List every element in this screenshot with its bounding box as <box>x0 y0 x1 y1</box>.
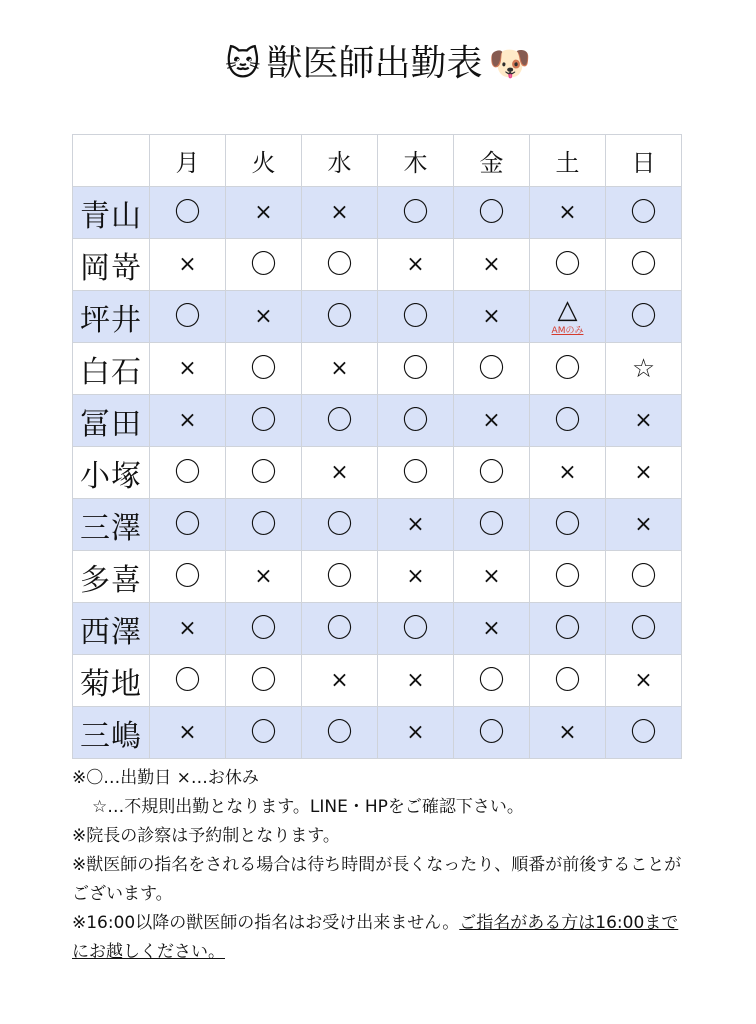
schedule-cell <box>150 447 226 499</box>
vet-name: 三嶋 <box>73 707 150 759</box>
table-row <box>73 239 682 291</box>
schedule-cell <box>302 291 378 343</box>
schedule-cell <box>226 499 302 551</box>
schedule-cell <box>606 499 682 551</box>
attendance-mark: × <box>406 563 425 589</box>
schedule-cell <box>302 603 378 655</box>
schedule-cell <box>226 239 302 291</box>
attendance-mark: × <box>178 615 197 641</box>
day-header: 土 <box>530 135 606 187</box>
attendance-mark: 〇 <box>554 509 581 540</box>
attendance-mark: 〇 <box>402 301 429 332</box>
schedule-cell <box>530 395 606 447</box>
schedule-cell <box>302 187 378 239</box>
day-header: 火 <box>226 135 302 187</box>
attendance-mark: × <box>558 719 577 745</box>
attendance-mark: × <box>254 199 273 225</box>
schedule-cell <box>226 291 302 343</box>
schedule-cell <box>454 499 530 551</box>
schedule-cell <box>378 499 454 551</box>
schedule-cell <box>378 603 454 655</box>
schedule-cell <box>454 707 530 759</box>
attendance-mark: × <box>330 199 349 225</box>
attendance-mark: 〇 <box>174 301 201 332</box>
attendance-mark: 〇 <box>478 353 505 384</box>
note-director: ※院長の診察は予約制となります。 <box>72 826 340 846</box>
day-header: 金 <box>454 135 530 187</box>
schedule-cell <box>150 707 226 759</box>
schedule-cell <box>606 395 682 447</box>
table-row <box>73 551 682 603</box>
page-title <box>0 36 756 92</box>
table-row <box>73 655 682 707</box>
vet-name: 白石 <box>73 343 150 395</box>
attendance-mark: 〇 <box>554 613 581 644</box>
schedule-cell <box>150 187 226 239</box>
schedule-cell <box>226 187 302 239</box>
note-irregular: ☆…不規則出勤となります。LINE・HPをご確認下さい。 <box>92 797 524 817</box>
attendance-mark: × <box>634 511 653 537</box>
table-row <box>73 499 682 551</box>
attendance-mark: 〇 <box>326 717 353 748</box>
day-header: 日 <box>606 135 682 187</box>
note-deadline <box>72 909 692 967</box>
day-header: 月 <box>150 135 226 187</box>
table-row <box>73 707 682 759</box>
schedule-cell <box>530 603 606 655</box>
attendance-mark: 〇 <box>402 457 429 488</box>
schedule-cell <box>530 343 606 395</box>
schedule-cell <box>302 655 378 707</box>
schedule-cell <box>606 447 682 499</box>
attendance-mark: × <box>330 667 349 693</box>
day-header: 木 <box>378 135 454 187</box>
attendance-mark: 〇 <box>174 561 201 592</box>
schedule-cell <box>606 291 682 343</box>
attendance-mark: 〇 <box>554 561 581 592</box>
attendance-mark: 〇 <box>250 665 277 696</box>
attendance-mark: ☆ <box>631 353 656 384</box>
schedule-cell <box>150 603 226 655</box>
schedule-cell <box>378 187 454 239</box>
table-row <box>73 447 682 499</box>
schedule-cell <box>150 551 226 603</box>
attendance-mark: × <box>330 355 349 381</box>
schedule-cell <box>454 447 530 499</box>
schedule-cell <box>150 343 226 395</box>
schedule-cell <box>454 551 530 603</box>
schedule-cell <box>226 707 302 759</box>
schedule-cell <box>454 343 530 395</box>
schedule-cell <box>378 551 454 603</box>
schedule-cell <box>454 603 530 655</box>
attendance-mark: 〇 <box>326 405 353 436</box>
schedule-cell <box>606 655 682 707</box>
schedule-cell <box>302 551 378 603</box>
vet-name: 青山 <box>73 187 150 239</box>
attendance-mark: 〇 <box>326 249 353 280</box>
attendance-mark: × <box>482 303 501 329</box>
attendance-mark: 〇 <box>554 405 581 436</box>
vet-name: 冨田 <box>73 395 150 447</box>
attendance-mark: 〇 <box>326 509 353 540</box>
attendance-mark: 〇 <box>250 353 277 384</box>
schedule-cell <box>150 395 226 447</box>
attendance-mark: 〇 <box>554 249 581 280</box>
attendance-mark: 〇 <box>630 249 657 280</box>
attendance-mark: × <box>406 719 425 745</box>
attendance-mark: 〇 <box>402 197 429 228</box>
title-text: 獣医師出勤表 <box>266 43 483 84</box>
schedule-cell <box>530 707 606 759</box>
day-header-row <box>73 135 682 187</box>
schedule-cell <box>226 655 302 707</box>
attendance-mark: 〇 <box>174 509 201 540</box>
attendance-mark: 〇 <box>554 353 581 384</box>
vet-name: 三澤 <box>73 499 150 551</box>
schedule-cell <box>454 187 530 239</box>
attendance-mark: 〇 <box>250 613 277 644</box>
note-legend: ※〇…出勤日 ×…お休み <box>72 768 259 788</box>
schedule-cell <box>302 707 378 759</box>
schedule-cell <box>226 551 302 603</box>
attendance-mark: 〇 <box>250 405 277 436</box>
schedule-cell <box>530 187 606 239</box>
vet-name: 西澤 <box>73 603 150 655</box>
schedule-cell <box>530 447 606 499</box>
attendance-mark: × <box>634 407 653 433</box>
schedule-cell <box>606 239 682 291</box>
schedule-cell <box>150 239 226 291</box>
attendance-mark: × <box>482 615 501 641</box>
attendance-mark: 〇 <box>326 613 353 644</box>
vet-name: 小塚 <box>73 447 150 499</box>
attendance-mark: 〇 <box>630 717 657 748</box>
schedule-cell <box>226 395 302 447</box>
schedule-cell <box>454 655 530 707</box>
attendance-mark: 〇 <box>478 197 505 228</box>
schedule-cell <box>606 603 682 655</box>
attendance-mark: × <box>406 667 425 693</box>
schedule-cell <box>302 239 378 291</box>
attendance-mark: 〇 <box>478 509 505 540</box>
attendance-mark: 〇 <box>402 405 429 436</box>
schedule-cell <box>226 447 302 499</box>
vet-name: 岡嵜 <box>73 239 150 291</box>
attendance-mark: 〇 <box>630 301 657 332</box>
attendance-mark: × <box>178 251 197 277</box>
attendance-mark: 〇 <box>478 717 505 748</box>
table-row <box>73 187 682 239</box>
note-nomination: ※獣医師の指名をされる場合は待ち時間が長くなったり、順番が前後することがございます。 <box>72 855 682 904</box>
attendance-mark: 〇 <box>174 457 201 488</box>
cat-face-icon: 🐱 <box>225 44 261 84</box>
schedule-cell <box>606 343 682 395</box>
attendance-mark: 〇 <box>174 197 201 228</box>
attendance-mark: 〇 <box>630 613 657 644</box>
attendance-mark: 〇 <box>326 301 353 332</box>
table-row <box>73 603 682 655</box>
attendance-mark: 〇 <box>250 249 277 280</box>
note-deadline-underlined: ご指名がある方は16:00までにお越しください。 <box>72 913 679 962</box>
vet-name: 多喜 <box>73 551 150 603</box>
note-deadline-text: ※16:00以降の獣医師の指名はお受け出来ません。 <box>72 913 460 933</box>
attendance-mark: × <box>178 355 197 381</box>
attendance-mark: 〇 <box>478 665 505 696</box>
schedule-cell <box>378 239 454 291</box>
schedule-cell <box>226 343 302 395</box>
schedule-cell <box>302 499 378 551</box>
attendance-mark: × <box>406 511 425 537</box>
vet-name: 菊地 <box>73 655 150 707</box>
attendance-mark: × <box>482 251 501 277</box>
table-row <box>73 395 682 447</box>
schedule-cell <box>150 291 226 343</box>
attendance-mark: 〇 <box>630 561 657 592</box>
schedule-cell <box>150 655 226 707</box>
schedule-table <box>72 134 682 759</box>
table-row <box>73 343 682 395</box>
schedule-cell <box>454 291 530 343</box>
attendance-mark: × <box>558 459 577 485</box>
notes-section <box>72 764 692 967</box>
attendance-mark: 〇 <box>174 665 201 696</box>
schedule-cell <box>378 395 454 447</box>
schedule-cell <box>378 343 454 395</box>
attendance-mark: 〇 <box>630 197 657 228</box>
attendance-mark: × <box>254 303 273 329</box>
attendance-mark: 〇 <box>478 457 505 488</box>
attendance-mark: × <box>634 667 653 693</box>
schedule-cell <box>378 291 454 343</box>
attendance-mark: × <box>178 407 197 433</box>
attendance-mark: × <box>482 563 501 589</box>
attendance-mark: 〇 <box>326 561 353 592</box>
corner-cell <box>73 135 150 187</box>
schedule-cell <box>226 603 302 655</box>
schedule-cell <box>150 499 226 551</box>
attendance-mark: 〇 <box>402 353 429 384</box>
schedule-cell <box>378 655 454 707</box>
attendance-mark: 〇 <box>554 665 581 696</box>
attendance-mark: 〇 <box>250 457 277 488</box>
schedule-cell <box>530 655 606 707</box>
attendance-mark: × <box>634 459 653 485</box>
attendance-mark: △ <box>557 295 578 325</box>
schedule-cell <box>302 343 378 395</box>
schedule-cell <box>530 551 606 603</box>
vet-name: 坪井 <box>73 291 150 343</box>
attendance-mark: × <box>254 563 273 589</box>
schedule-cell <box>530 239 606 291</box>
schedule-cell <box>302 395 378 447</box>
table-row <box>73 291 682 343</box>
schedule-cell <box>606 707 682 759</box>
attendance-mark: 〇 <box>402 613 429 644</box>
day-header: 水 <box>302 135 378 187</box>
am-only-note: AMのみ <box>551 326 584 336</box>
schedule-cell <box>454 239 530 291</box>
attendance-mark: × <box>330 459 349 485</box>
attendance-mark: × <box>558 199 577 225</box>
schedule-cell <box>606 187 682 239</box>
schedule-cell <box>302 447 378 499</box>
schedule-cell <box>378 447 454 499</box>
attendance-mark: 〇 <box>250 509 277 540</box>
attendance-mark: × <box>482 407 501 433</box>
dog-face-icon: 🐶 <box>488 44 531 84</box>
schedule-cell <box>530 291 606 343</box>
schedule-cell <box>606 551 682 603</box>
attendance-mark: × <box>406 251 425 277</box>
schedule-cell <box>378 707 454 759</box>
schedule-cell <box>530 499 606 551</box>
schedule-cell <box>454 395 530 447</box>
attendance-mark: 〇 <box>250 717 277 748</box>
attendance-mark: × <box>178 719 197 745</box>
